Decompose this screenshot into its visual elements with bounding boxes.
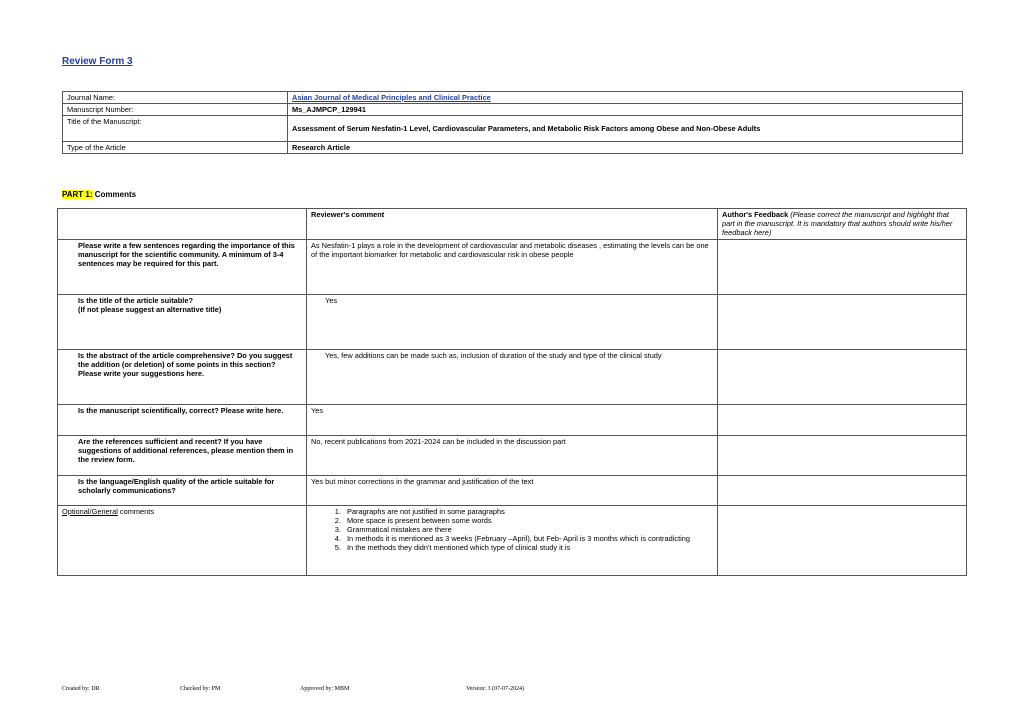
author-feedback-title: Author's Feedback xyxy=(722,210,789,219)
manuscript-number-row xyxy=(63,104,963,116)
list-item: 3. Grammatical mistakes are there xyxy=(343,525,713,534)
reviewer-comment-title: Yes xyxy=(307,295,718,350)
manuscript-title-value: Assessment of Serum Nesfatin-1 Level, Cardiovascular Parameters, and Metabolic Risk Factors among Obese and Non-Obese Adults xyxy=(288,116,963,142)
comments-label: comments xyxy=(117,507,155,516)
journal-link[interactable]: Asian Journal of Medical Principles and Clinical Practice xyxy=(292,93,491,102)
manuscript-number-label: Manuscript Number: xyxy=(63,104,288,116)
header-row xyxy=(58,209,967,240)
article-type-row xyxy=(63,142,963,154)
question-row xyxy=(58,350,967,405)
part1-label: PART 1: xyxy=(62,190,93,199)
optional-comments-label xyxy=(58,506,307,576)
optional-comments-list xyxy=(311,507,713,552)
manuscript-number-value: Ms_AJMPCP_129941 xyxy=(288,104,963,116)
question-references: Are the references sufficient and recent? If you have suggestions of additional references, please mention them in the review form. xyxy=(58,436,307,476)
list-item: 2. More space is present between some words xyxy=(343,516,713,525)
manuscript-info-table xyxy=(62,91,963,154)
reviewer-comment-language: Yes but minor corrections in the grammar and justification of the text xyxy=(307,476,718,506)
author-feedback-cell[interactable] xyxy=(718,506,967,576)
review-comments-table xyxy=(57,208,967,576)
author-feedback-cell[interactable] xyxy=(718,350,967,405)
footer-version: Version: 3 (07-07-2024) xyxy=(466,686,524,692)
question-scientific: Is the manuscript scientifically, correct? Please write here. xyxy=(58,405,307,436)
reviewer-comment-references: No, recent publications from 2021-2024 can be included in the discussion part xyxy=(307,436,718,476)
author-feedback-header xyxy=(718,209,967,240)
form-title: Review Form 3 xyxy=(62,56,133,67)
author-feedback-cell[interactable] xyxy=(718,405,967,436)
author-feedback-cell[interactable] xyxy=(718,476,967,506)
journal-row xyxy=(63,92,963,104)
author-feedback-cell[interactable] xyxy=(718,240,967,295)
question-importance: Please write a few sentences regarding the importance of this manuscript for the scientific community. A minimum of 3-4 sentences may be required for this part. xyxy=(58,240,307,295)
footer-checked-by: Checked by: PM xyxy=(180,686,221,692)
manuscript-title-row xyxy=(63,116,963,142)
question-language: Is the language/English quality of the article suitable for scholarly communications? xyxy=(58,476,307,506)
article-type-label: Type of the Article xyxy=(63,142,288,154)
optional-comments-row xyxy=(58,506,967,576)
optional-comments-list-cell xyxy=(307,506,718,576)
footer-created-by: Created by: DR xyxy=(62,686,100,692)
optional-general-label: Optional/General xyxy=(62,507,118,516)
question-row xyxy=(58,436,967,476)
article-type-value: Research Article xyxy=(288,142,963,154)
list-item: 5. In the methods they didn't mentioned which type of clinical study it is xyxy=(343,543,713,552)
question-title: Is the title of the article suitable? (If not please suggest an alternative title) xyxy=(58,295,307,350)
list-item: 1. Paragraphs are not justified in some paragraphs xyxy=(343,507,713,516)
footer-approved-by: Approved by: MBM xyxy=(300,686,350,692)
header-empty-cell xyxy=(58,209,307,240)
question-row xyxy=(58,240,967,295)
reviewer-comment-scientific: Yes xyxy=(307,405,718,436)
part1-comments: Comments xyxy=(94,190,137,199)
author-feedback-cell[interactable] xyxy=(718,295,967,350)
question-abstract: Is the abstract of the article comprehensive? Do you suggest the addition (or deletion) of some points in this section? Please write your suggestions here. xyxy=(58,350,307,405)
manuscript-title-label: Title of the Manuscript: xyxy=(63,116,288,142)
journal-label: Journal Name: xyxy=(63,92,288,104)
reviewer-comment-abstract: Yes, few additions can be made such as, inclusion of duration of the study and type of the clinical study xyxy=(307,350,718,405)
list-item: 4. In methods it is mentioned as 3 weeks (February –April), but Feb- April is 3 months which is contradicting xyxy=(343,534,713,543)
question-row xyxy=(58,295,967,350)
author-feedback-cell[interactable] xyxy=(718,436,967,476)
reviewer-comment-importance: As Nesfatin-1 plays a role in the development of cardiovascular and metabolic diseases , estimating the levels can be one of the important biomarker for metabolic and cardiovascular risk in obese people xyxy=(307,240,718,295)
part1-heading xyxy=(62,190,136,199)
reviewer-comment-header: Reviewer's comment xyxy=(307,209,718,240)
question-row xyxy=(58,476,967,506)
question-row xyxy=(58,405,967,436)
author-feedback-instructions: (Please correct the manuscript and highlight that part in the manuscript. It is mandatory that authors should write his/her feedback here) xyxy=(722,210,953,237)
